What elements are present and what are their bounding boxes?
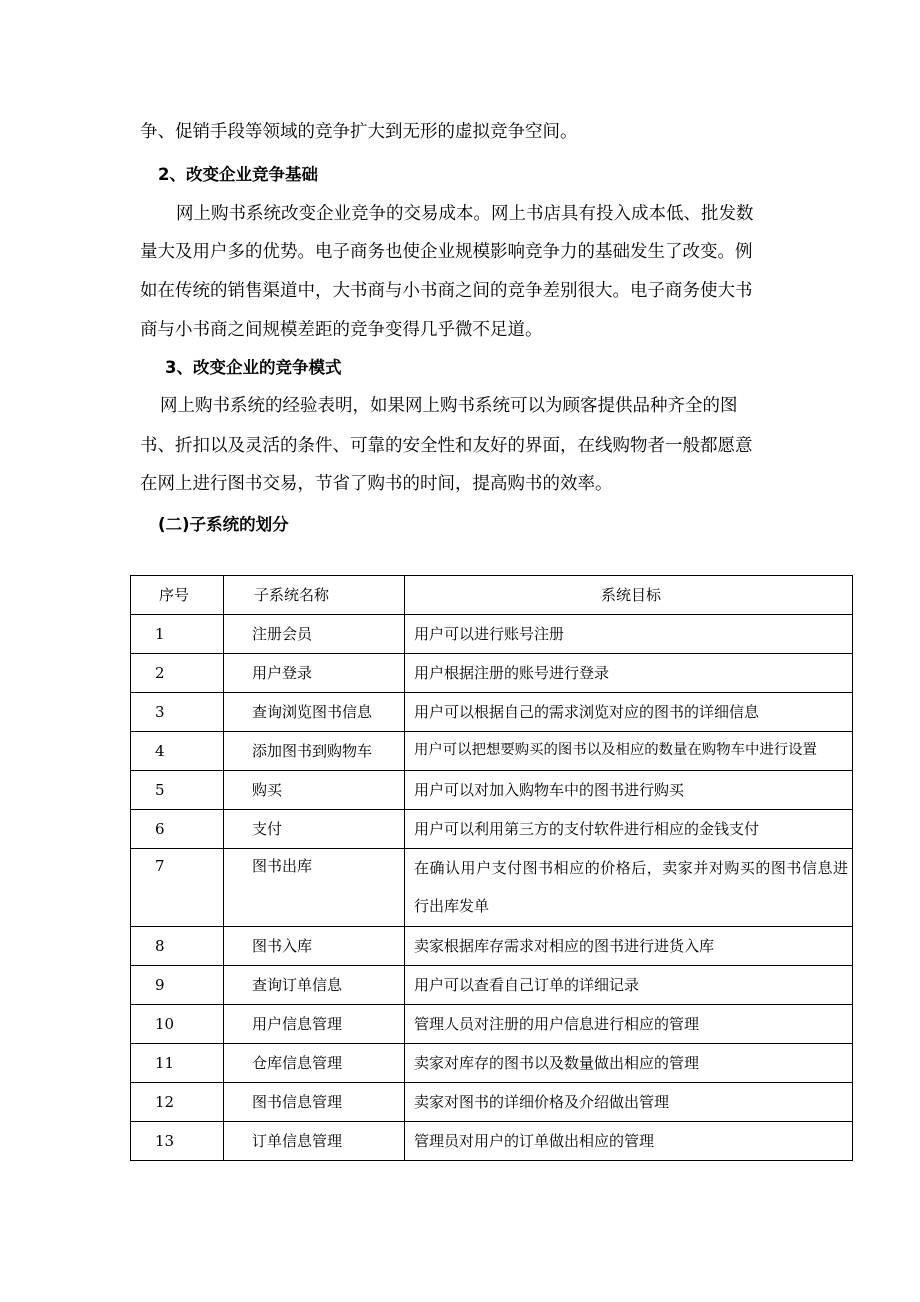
cell-goal: 用户可以查看自己订单的详细记录 [405, 966, 853, 1005]
section-heading-3: 3、改变企业的竞争模式 [165, 358, 342, 377]
cell-name: 查询订单信息 [224, 966, 405, 1005]
cell-no: 3 [131, 693, 224, 732]
table-row [131, 615, 853, 654]
paragraph-line: 商与小书商之间规模差距的竞争变得几乎微不足道。 [140, 320, 543, 340]
cell-goal-text: 在确认用户支付图书相应的价格后，卖家并对购买的图书信息进行出库发单 [414, 859, 848, 915]
table-row [131, 732, 853, 771]
table-row [131, 1083, 853, 1122]
table-row [131, 654, 853, 693]
cell-no: 7 [131, 849, 224, 927]
paragraph-line: 书、折扣以及灵活的条件、可靠的安全性和友好的界面，在线购物者一般都愿意 [140, 436, 753, 456]
cell-goal: 用户可以根据自己的需求浏览对应的图书的详细信息 [405, 693, 853, 732]
cell-goal: 用户可以进行账号注册 [405, 615, 853, 654]
cell-name: 注册会员 [224, 615, 405, 654]
cell-goal: 用户可以利用第三方的支付软件进行相应的金钱支付 [405, 810, 853, 849]
cell-name: 用户登录 [224, 654, 405, 693]
table-row [131, 1122, 853, 1161]
header-no: 序号 [131, 576, 224, 615]
cell-goal: 卖家根据库存需求对相应的图书进行进货入库 [405, 927, 853, 966]
cell-goal [405, 849, 853, 927]
table-row [131, 849, 853, 927]
paragraph-line: 网上购书系统的经验表明，如果网上购书系统可以为顾客提供品种齐全的图 [160, 396, 738, 416]
cell-no: 8 [131, 927, 224, 966]
table-header-row [131, 576, 853, 615]
cell-goal: 管理人员对注册的用户信息进行相应的管理 [405, 1005, 853, 1044]
cell-name: 图书出库 [224, 849, 405, 927]
cell-name: 订单信息管理 [224, 1122, 405, 1161]
cell-no: 10 [131, 1005, 224, 1044]
cell-name: 查询浏览图书信息 [224, 693, 405, 732]
cell-goal: 用户可以把想要购买的图书以及相应的数量在购物车中进行设置 [405, 732, 853, 771]
paragraph-line: 如在传统的销售渠道中，大书商与小书商之间的竞争差别很大。电子商务使大书 [140, 281, 753, 301]
cell-name: 添加图书到购物车 [224, 732, 405, 771]
table-row [131, 810, 853, 849]
cell-goal: 管理员对用户的订单做出相应的管理 [405, 1122, 853, 1161]
cell-goal: 用户根据注册的账号进行登录 [405, 654, 853, 693]
table-row [131, 693, 853, 732]
section-heading-2: 2、改变企业竞争基础 [158, 165, 318, 184]
cell-no: 1 [131, 615, 224, 654]
cell-no: 5 [131, 771, 224, 810]
cell-name: 用户信息管理 [224, 1005, 405, 1044]
table-row [131, 966, 853, 1005]
section-heading-subsystems: (二)子系统的划分 [158, 515, 289, 534]
header-goal: 系统目标 [405, 576, 853, 615]
paragraph-line: 在网上进行图书交易，节省了购书的时间，提高购书的效率。 [140, 474, 613, 494]
cell-goal: 用户可以对加入购物车中的图书进行购买 [405, 771, 853, 810]
cell-no: 2 [131, 654, 224, 693]
cell-name: 购买 [224, 771, 405, 810]
paragraph-line: 争、促销手段等领域的竞争扩大到无形的虚拟竞争空间。 [140, 122, 578, 142]
cell-no: 4 [131, 732, 224, 771]
cell-goal: 卖家对图书的详细价格及介绍做出管理 [405, 1083, 853, 1122]
cell-no: 12 [131, 1083, 224, 1122]
paragraph-line: 量大及用户多的优势。电子商务也使企业规模影响竞争力的基础发生了改变。例 [140, 242, 753, 262]
cell-no: 11 [131, 1044, 224, 1083]
cell-no: 6 [131, 810, 224, 849]
cell-name: 图书信息管理 [224, 1083, 405, 1122]
cell-no: 13 [131, 1122, 224, 1161]
paragraph-line: 网上购书系统改变企业竞争的交易成本。网上书店具有投入成本低、批发数 [176, 204, 754, 224]
cell-name: 支付 [224, 810, 405, 849]
cell-no: 9 [131, 966, 224, 1005]
cell-name: 图书入库 [224, 927, 405, 966]
table-row [131, 771, 853, 810]
cell-goal: 卖家对库存的图书以及数量做出相应的管理 [405, 1044, 853, 1083]
subsystem-table [130, 575, 853, 1161]
table-row [131, 927, 853, 966]
cell-name: 仓库信息管理 [224, 1044, 405, 1083]
table-row [131, 1005, 853, 1044]
table-row [131, 1044, 853, 1083]
header-name: 子系统名称 [224, 576, 405, 615]
